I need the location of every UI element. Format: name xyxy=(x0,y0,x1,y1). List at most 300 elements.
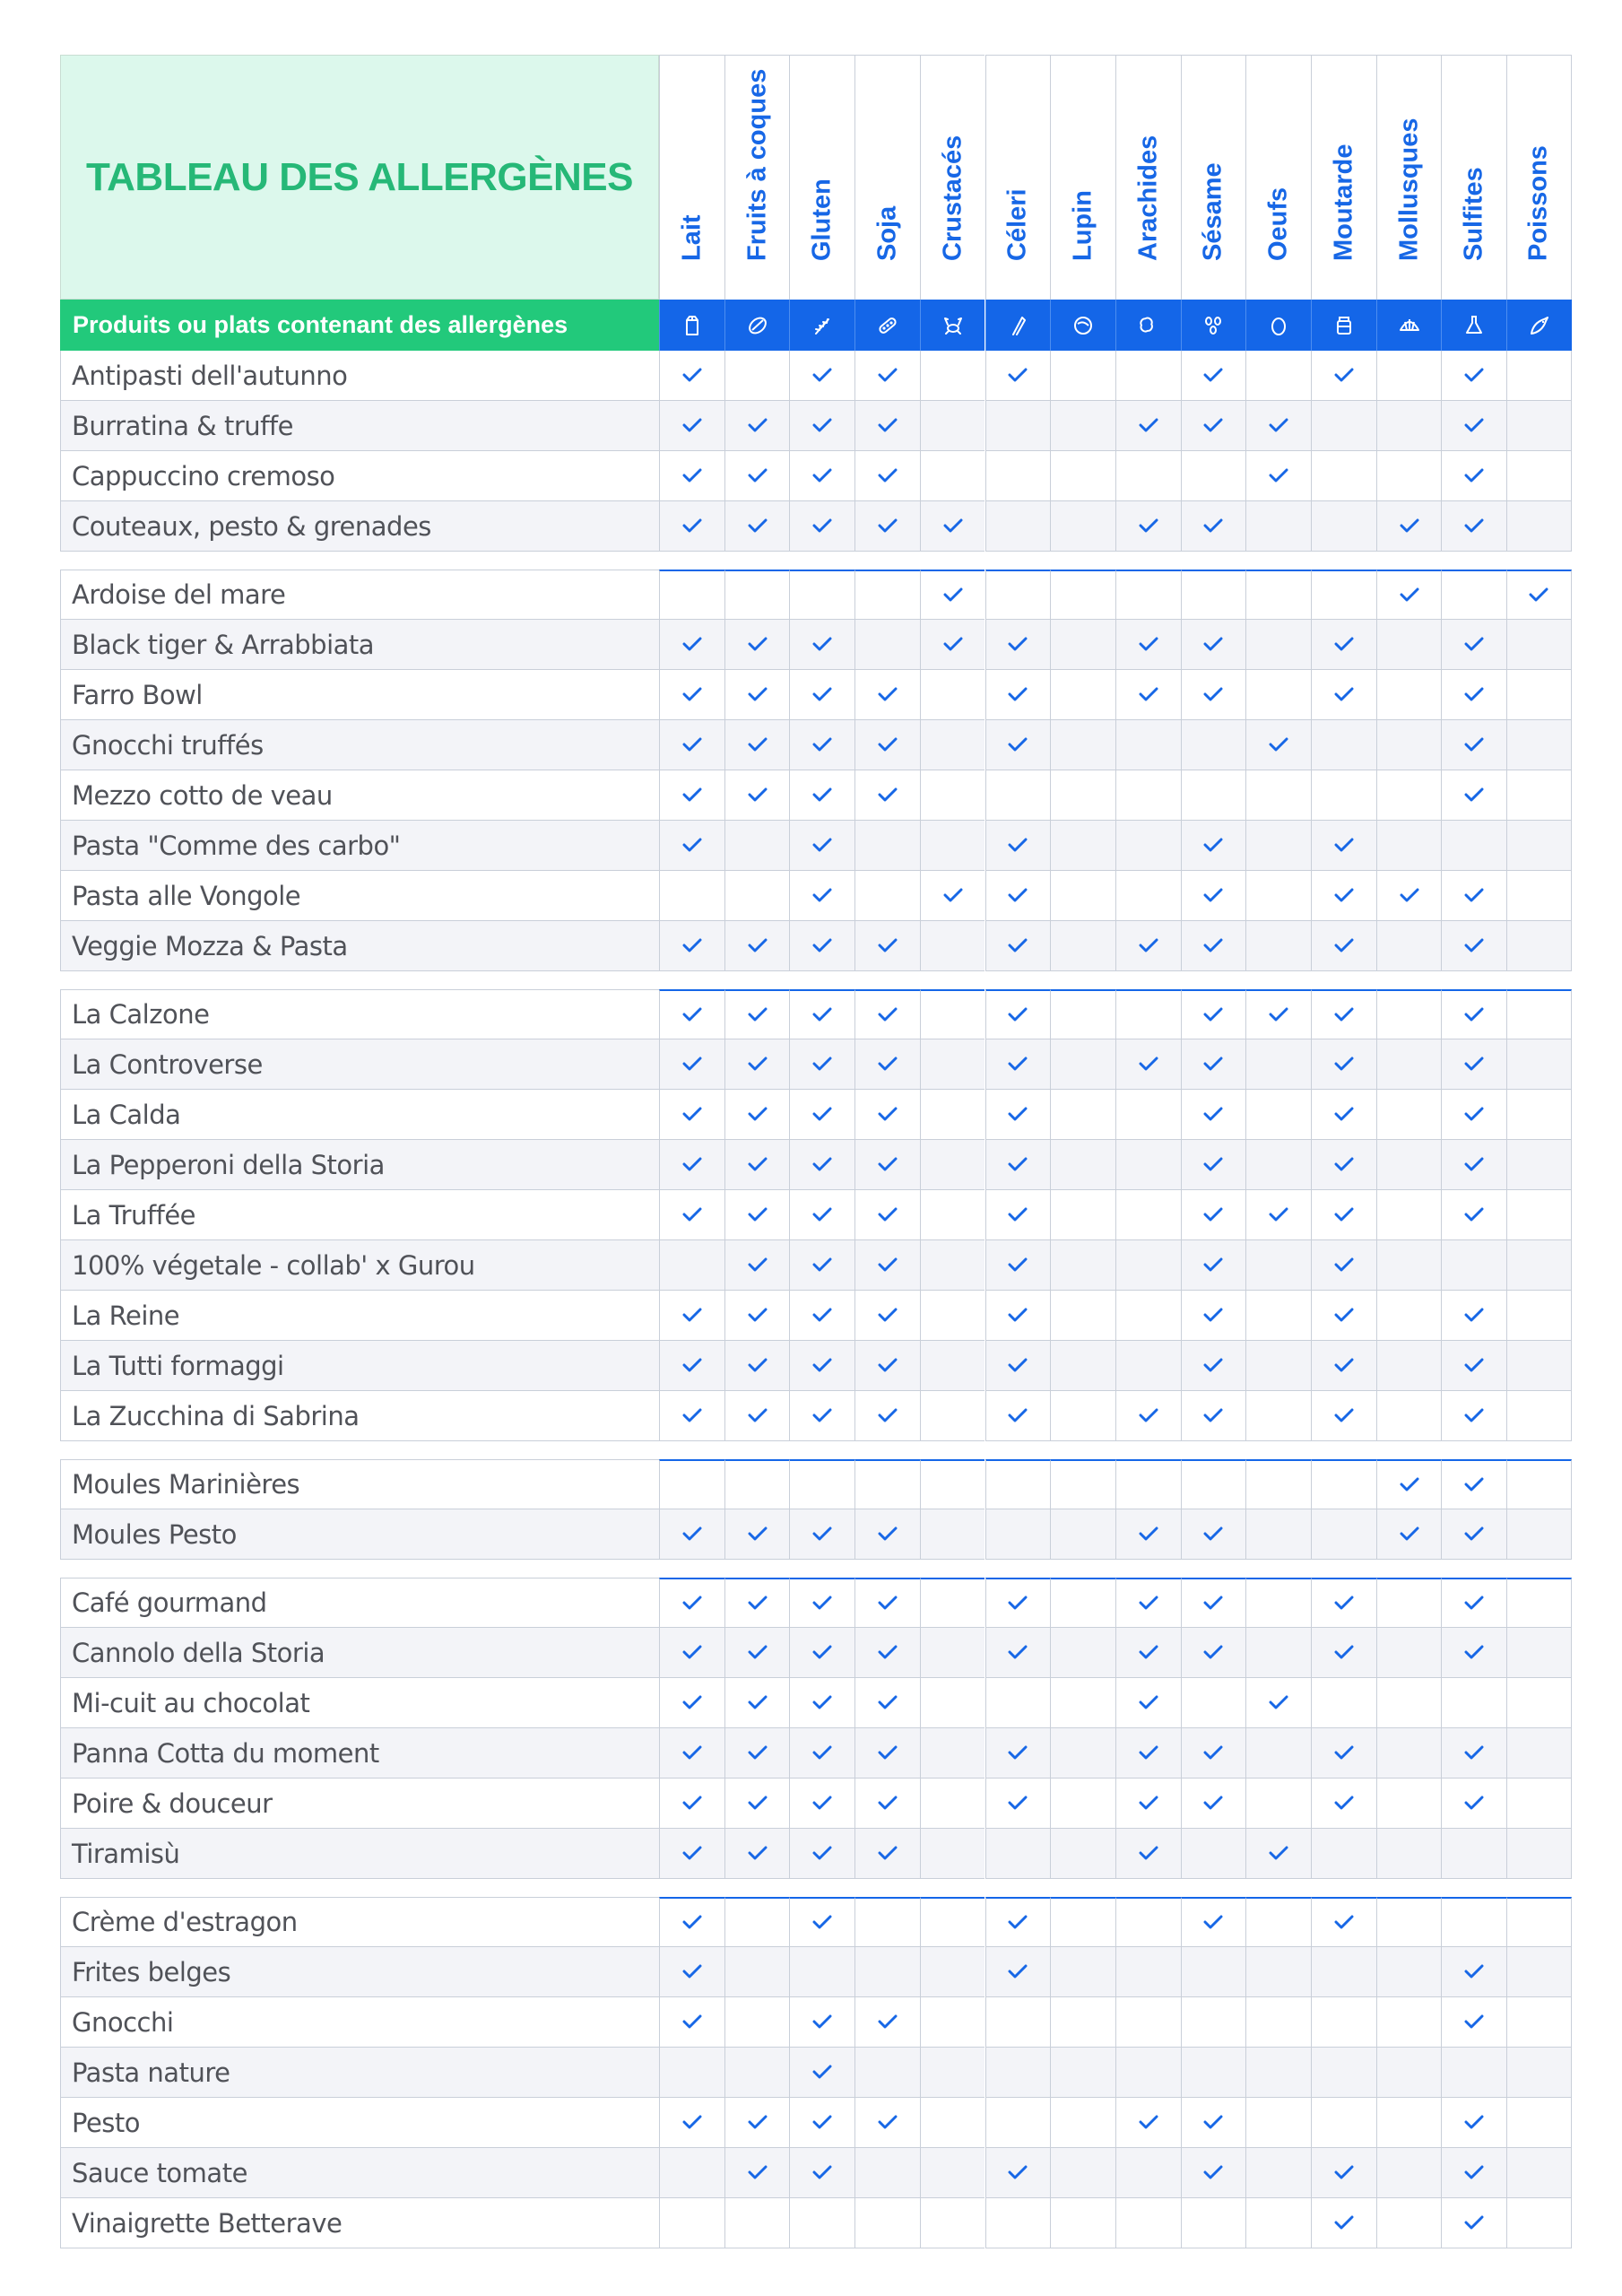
allergen-cell xyxy=(659,770,724,821)
allergen-cell xyxy=(1050,1728,1115,1779)
allergen-cell xyxy=(920,2098,985,2148)
dish-name: Black tiger & Arrabbiata xyxy=(60,620,659,670)
allergen-cell xyxy=(920,1829,985,1879)
allergen-cell xyxy=(659,401,724,451)
allergen-cell xyxy=(1115,2148,1181,2198)
allergen-cell xyxy=(1245,1578,1311,1628)
check-icon xyxy=(1464,884,1484,908)
allergen-cell xyxy=(1245,1829,1311,1879)
check-icon xyxy=(1008,364,1028,387)
allergen-cell xyxy=(1050,1897,1115,1947)
allergen-cell xyxy=(1311,1578,1376,1628)
allergen-cell xyxy=(1050,1829,1115,1879)
mustard-jar-icon xyxy=(1311,300,1376,351)
allergen-cell xyxy=(724,1459,790,1509)
dish-name: Ardoise del mare xyxy=(60,570,659,620)
dish-name: La Zucchina di Sabrina xyxy=(60,1391,659,1441)
check-icon xyxy=(1269,1204,1288,1227)
allergen-cell xyxy=(1181,1897,1246,1947)
allergen-cell xyxy=(1245,1459,1311,1509)
allergen-cell xyxy=(985,2198,1051,2248)
allergen-cell xyxy=(1376,2098,1442,2148)
table-row xyxy=(60,821,1572,871)
allergen-cell xyxy=(1050,921,1115,971)
allergen-cell xyxy=(1050,451,1115,501)
allergen-cell xyxy=(854,1190,920,1240)
allergen-cell xyxy=(789,1039,854,1090)
allergen-cell xyxy=(985,770,1051,821)
check-icon xyxy=(682,1641,702,1665)
check-icon xyxy=(878,1641,898,1665)
allergen-cell xyxy=(1181,1829,1246,1879)
allergen-cell xyxy=(724,1090,790,1140)
allergen-cell xyxy=(1441,620,1506,670)
allergen-cell xyxy=(659,871,724,921)
table-row xyxy=(60,2098,1572,2148)
allergen-cell xyxy=(1376,1509,1442,1560)
allergen-cell xyxy=(1181,2048,1246,2098)
dish-name: La Reine xyxy=(60,1291,659,1341)
allergen-cell xyxy=(1115,620,1181,670)
allergen-cell xyxy=(659,720,724,770)
allergen-cell xyxy=(789,501,854,552)
dish-name: La Controverse xyxy=(60,1039,659,1090)
dish-name: Pasta alle Vongole xyxy=(60,871,659,921)
allergen-cell xyxy=(659,1728,724,1779)
allergen-cell xyxy=(1050,1391,1115,1441)
allergen-cell xyxy=(1050,1190,1115,1240)
allergen-cell xyxy=(854,1391,920,1441)
check-icon xyxy=(878,1354,898,1378)
allergen-cell xyxy=(854,1829,920,1879)
check-icon xyxy=(682,1405,702,1428)
allergen-cell xyxy=(920,620,985,670)
check-icon xyxy=(812,1692,832,1715)
dish-name: Gnocchi truffés xyxy=(60,720,659,770)
allergen-cell xyxy=(1376,1291,1442,1341)
allergen-cell xyxy=(1245,1090,1311,1140)
column-header-s-same xyxy=(1181,55,1246,300)
allergen-cell xyxy=(1181,989,1246,1039)
allergen-cell xyxy=(1050,2198,1115,2248)
allergen-cell xyxy=(789,1628,854,1678)
allergen-cell xyxy=(724,1947,790,1997)
allergen-cell xyxy=(1506,670,1572,720)
allergen-cell xyxy=(1181,570,1246,620)
allergen-cell xyxy=(1506,1678,1572,1728)
allergen-cell xyxy=(724,821,790,871)
allergen-cell xyxy=(789,1190,854,1240)
allergen-cell xyxy=(1441,451,1506,501)
allergen-cell xyxy=(1441,1090,1506,1140)
allergen-cell xyxy=(1245,1190,1311,1240)
check-icon xyxy=(1203,1911,1223,1935)
allergen-cell xyxy=(985,1628,1051,1678)
column-header-lupin xyxy=(1050,55,1115,300)
allergen-cell xyxy=(1050,620,1115,670)
allergen-cell xyxy=(1115,1140,1181,1190)
allergen-cell xyxy=(724,1039,790,1090)
allergen-cell xyxy=(1245,770,1311,821)
check-icon xyxy=(1139,633,1158,657)
allergen-cell xyxy=(1115,1947,1181,1997)
check-icon xyxy=(748,734,768,757)
allergen-cell xyxy=(1181,451,1246,501)
allergen-cell xyxy=(1376,670,1442,720)
allergen-cell xyxy=(724,1897,790,1947)
allergen-cell xyxy=(985,1897,1051,1947)
check-icon xyxy=(812,1204,832,1227)
allergen-cell xyxy=(1245,1240,1311,1291)
allergen-cell xyxy=(1506,1090,1572,1140)
check-icon xyxy=(1464,515,1484,538)
allergen-cell xyxy=(659,620,724,670)
allergen-cell xyxy=(854,1628,920,1678)
allergen-label: Poissons xyxy=(1523,145,1553,261)
allergen-cell xyxy=(1115,989,1181,1039)
allergen-cell xyxy=(1506,821,1572,871)
allergen-cell xyxy=(920,989,985,1039)
dish-name: Sauce tomate xyxy=(60,2148,659,2198)
dish-name: Pesto xyxy=(60,2098,659,2148)
check-icon xyxy=(1334,1304,1354,1327)
allergen-cell xyxy=(724,620,790,670)
check-icon xyxy=(1464,2212,1484,2235)
check-icon xyxy=(812,834,832,857)
check-icon xyxy=(682,1592,702,1615)
allergen-cell xyxy=(1181,1509,1246,1560)
check-icon xyxy=(1334,1354,1354,1378)
allergen-cell xyxy=(1376,1728,1442,1779)
allergen-cell xyxy=(985,401,1051,451)
soy-pod-icon xyxy=(854,300,920,351)
check-icon xyxy=(1139,1692,1158,1715)
allergen-cell xyxy=(1245,1779,1311,1829)
allergen-cell xyxy=(985,1728,1051,1779)
allergen-cell xyxy=(985,1459,1051,1509)
allergen-cell xyxy=(1441,2148,1506,2198)
allergen-cell xyxy=(1050,1240,1115,1291)
allergen-cell xyxy=(854,1997,920,2048)
allergen-cell xyxy=(1506,871,1572,921)
allergen-cell xyxy=(789,351,854,401)
allergen-cell xyxy=(1050,1678,1115,1728)
table-row xyxy=(60,670,1572,720)
allergen-cell xyxy=(920,1140,985,1190)
check-icon xyxy=(878,1103,898,1126)
allergen-cell xyxy=(854,871,920,921)
allergen-cell xyxy=(1245,401,1311,451)
table-row xyxy=(60,720,1572,770)
check-icon xyxy=(748,1692,768,1715)
check-icon xyxy=(682,1053,702,1076)
allergen-cell xyxy=(1181,1997,1246,2048)
allergen-cell xyxy=(1311,1391,1376,1441)
dish-name: Poire & douceur xyxy=(60,1779,659,1829)
check-icon xyxy=(1334,633,1354,657)
allergen-cell xyxy=(789,1947,854,1997)
allergen-cell xyxy=(1376,351,1442,401)
check-icon xyxy=(1334,1053,1354,1076)
check-icon xyxy=(812,364,832,387)
allergen-cell xyxy=(920,1678,985,1728)
allergen-cell xyxy=(854,821,920,871)
allergen-cell xyxy=(1441,1341,1506,1391)
nut-icon xyxy=(724,300,790,351)
check-icon xyxy=(748,1053,768,1076)
check-icon xyxy=(812,515,832,538)
allergen-cell xyxy=(854,620,920,670)
allergen-cell xyxy=(1115,2048,1181,2098)
check-icon xyxy=(682,784,702,807)
allergen-cell xyxy=(1181,1039,1246,1090)
allergen-cell xyxy=(724,1240,790,1291)
column-header-crustac-s xyxy=(920,55,985,300)
check-icon xyxy=(1203,2161,1223,2185)
allergen-cell xyxy=(920,401,985,451)
allergen-cell xyxy=(724,1728,790,1779)
allergen-cell xyxy=(659,2048,724,2098)
allergen-cell xyxy=(659,2098,724,2148)
allergen-cell xyxy=(854,1947,920,1997)
check-icon xyxy=(812,2161,832,2185)
allergen-cell xyxy=(1050,1779,1115,1829)
allergen-cell xyxy=(1181,871,1246,921)
check-icon xyxy=(1334,1103,1354,1126)
allergen-cell xyxy=(724,1391,790,1441)
allergen-cell xyxy=(1050,1341,1115,1391)
allergen-cell xyxy=(920,1628,985,1678)
allergen-label: Crustacés xyxy=(938,135,967,261)
allergen-cell xyxy=(789,570,854,620)
allergen-cell xyxy=(1115,770,1181,821)
dish-name: Veggie Mozza & Pasta xyxy=(60,921,659,971)
check-icon xyxy=(1008,1961,1028,1984)
allergen-cell xyxy=(1506,1779,1572,1829)
check-icon xyxy=(812,1405,832,1428)
allergen-cell xyxy=(854,921,920,971)
allergen-cell xyxy=(1376,1090,1442,1140)
check-icon xyxy=(812,734,832,757)
dish-name: Cannolo della Storia xyxy=(60,1628,659,1678)
allergen-cell xyxy=(920,1240,985,1291)
allergen-cell xyxy=(1245,1947,1311,1997)
allergen-cell xyxy=(1115,1090,1181,1140)
allergen-cell xyxy=(724,871,790,921)
allergen-cell xyxy=(1311,2198,1376,2248)
allergen-cell xyxy=(1441,1190,1506,1240)
check-icon xyxy=(878,2011,898,2034)
allergen-cell xyxy=(659,921,724,971)
allergen-cell xyxy=(854,720,920,770)
table-row xyxy=(60,620,1572,670)
allergen-cell xyxy=(1441,1509,1506,1560)
check-icon xyxy=(878,734,898,757)
check-icon xyxy=(812,1053,832,1076)
check-icon xyxy=(812,633,832,657)
table-row xyxy=(60,1090,1572,1140)
allergen-cell xyxy=(854,1090,920,1140)
allergen-cell xyxy=(920,720,985,770)
allergen-cell xyxy=(1181,720,1246,770)
allergen-cell xyxy=(1376,1678,1442,1728)
check-icon xyxy=(1464,1153,1484,1177)
allergen-cell xyxy=(1050,770,1115,821)
check-icon xyxy=(1203,1103,1223,1126)
allergen-cell xyxy=(1050,1509,1115,1560)
check-icon xyxy=(1139,1523,1158,1546)
fish-icon xyxy=(1506,300,1572,351)
check-icon xyxy=(748,1523,768,1546)
check-icon xyxy=(878,1405,898,1428)
allergen-cell xyxy=(1181,1391,1246,1441)
check-icon xyxy=(1464,1961,1484,1984)
allergen-cell xyxy=(1245,921,1311,971)
allergen-cell xyxy=(1181,670,1246,720)
check-icon xyxy=(682,2011,702,2034)
check-icon xyxy=(812,2111,832,2135)
check-icon xyxy=(1203,515,1223,538)
allergen-cell xyxy=(920,1947,985,1997)
allergen-cell xyxy=(1311,620,1376,670)
allergen-cell xyxy=(1311,821,1376,871)
allergen-cell xyxy=(724,1678,790,1728)
allergen-cell xyxy=(1376,1628,1442,1678)
allergen-cell xyxy=(1245,570,1311,620)
allergen-cell xyxy=(1441,670,1506,720)
allergen-label: Fruits à coques xyxy=(742,68,772,261)
allergen-cell xyxy=(1441,501,1506,552)
allergen-cell xyxy=(985,620,1051,670)
allergen-cell xyxy=(1115,1341,1181,1391)
allergen-cell xyxy=(724,1578,790,1628)
allergen-cell xyxy=(1311,1509,1376,1560)
allergen-cell xyxy=(1115,1190,1181,1240)
allergen-cell xyxy=(1311,921,1376,971)
allergen-cell xyxy=(920,1291,985,1341)
allergen-cell xyxy=(1376,2148,1442,2198)
check-icon xyxy=(1464,1304,1484,1327)
allergen-cell xyxy=(1245,670,1311,720)
allergen-cell xyxy=(1311,1678,1376,1728)
allergen-cell xyxy=(1506,1997,1572,2048)
allergen-cell xyxy=(1311,501,1376,552)
allergen-cell xyxy=(1506,2048,1572,2098)
allergen-cell xyxy=(1506,1509,1572,1560)
allergen-cell xyxy=(1376,2198,1442,2248)
table-row xyxy=(60,2048,1572,2098)
table-row xyxy=(60,921,1572,971)
check-icon xyxy=(682,1153,702,1177)
allergen-cell xyxy=(1181,1240,1246,1291)
check-icon xyxy=(878,1304,898,1327)
allergen-cell xyxy=(1050,821,1115,871)
check-icon xyxy=(812,784,832,807)
allergen-cell xyxy=(789,871,854,921)
check-icon xyxy=(1334,2161,1354,2185)
allergen-cell xyxy=(1441,770,1506,821)
check-icon xyxy=(682,515,702,538)
allergen-cell xyxy=(1376,401,1442,451)
allergen-label: Moutarde xyxy=(1329,144,1358,261)
check-icon xyxy=(1008,633,1028,657)
allergen-cell xyxy=(920,1578,985,1628)
check-icon xyxy=(1203,633,1223,657)
allergen-cell xyxy=(1115,670,1181,720)
allergen-cell xyxy=(1115,1997,1181,2048)
check-icon xyxy=(878,1742,898,1765)
check-icon xyxy=(1139,683,1158,707)
check-icon xyxy=(878,1523,898,1546)
allergen-cell xyxy=(854,501,920,552)
allergen-cell xyxy=(1181,1341,1246,1391)
allergen-cell xyxy=(1245,1628,1311,1678)
allergen-cell xyxy=(985,2098,1051,2148)
dish-name: Pasta "Comme des carbo" xyxy=(60,821,659,871)
lupin-seed-icon xyxy=(1050,300,1115,351)
check-icon xyxy=(1008,1354,1028,1378)
allergen-cell xyxy=(1506,1628,1572,1678)
allergen-cell xyxy=(724,351,790,401)
allergen-cell xyxy=(1506,620,1572,670)
check-icon xyxy=(1203,414,1223,438)
allergen-cell xyxy=(1311,1090,1376,1140)
check-icon xyxy=(812,1153,832,1177)
allergen-cell xyxy=(1245,821,1311,871)
check-icon xyxy=(812,2011,832,2034)
allergen-cell xyxy=(1245,2048,1311,2098)
check-icon xyxy=(878,1004,898,1027)
allergen-cell xyxy=(1115,1578,1181,1628)
check-icon xyxy=(748,1405,768,1428)
check-icon xyxy=(1008,1405,1028,1428)
dish-name: Mezzo cotto de veau xyxy=(60,770,659,821)
crab-icon xyxy=(920,300,985,351)
allergen-label: Oeufs xyxy=(1263,187,1293,261)
allergen-cell xyxy=(1506,1291,1572,1341)
allergen-cell xyxy=(1245,1039,1311,1090)
dish-name: Panna Cotta du moment xyxy=(60,1728,659,1779)
allergen-cell xyxy=(854,1291,920,1341)
check-icon xyxy=(1008,1641,1028,1665)
allergen-cell xyxy=(659,570,724,620)
allergen-cell xyxy=(1506,1341,1572,1391)
allergen-cell xyxy=(920,2198,985,2248)
allergen-cell xyxy=(659,1291,724,1341)
table-row xyxy=(60,501,1572,552)
check-icon xyxy=(1139,414,1158,438)
allergen-cell xyxy=(920,570,985,620)
allergen-cell xyxy=(854,1140,920,1190)
allergen-cell xyxy=(1115,2098,1181,2148)
allergen-cell xyxy=(1376,720,1442,770)
check-icon xyxy=(1008,935,1028,958)
allergen-label: Céleri xyxy=(1002,188,1032,261)
check-icon xyxy=(1334,1911,1354,1935)
allergen-cell xyxy=(724,501,790,552)
allergen-cell xyxy=(1115,1728,1181,1779)
check-icon xyxy=(748,414,768,438)
allergen-cell xyxy=(1376,2048,1442,2098)
check-icon xyxy=(1464,1792,1484,1815)
celery-icon xyxy=(985,300,1051,351)
allergen-cell xyxy=(1115,2198,1181,2248)
column-header-oeufs xyxy=(1245,55,1311,300)
allergen-cell xyxy=(1245,1897,1311,1947)
allergen-cell xyxy=(1311,1628,1376,1678)
allergen-cell xyxy=(1050,2148,1115,2198)
allergen-cell xyxy=(854,989,920,1039)
